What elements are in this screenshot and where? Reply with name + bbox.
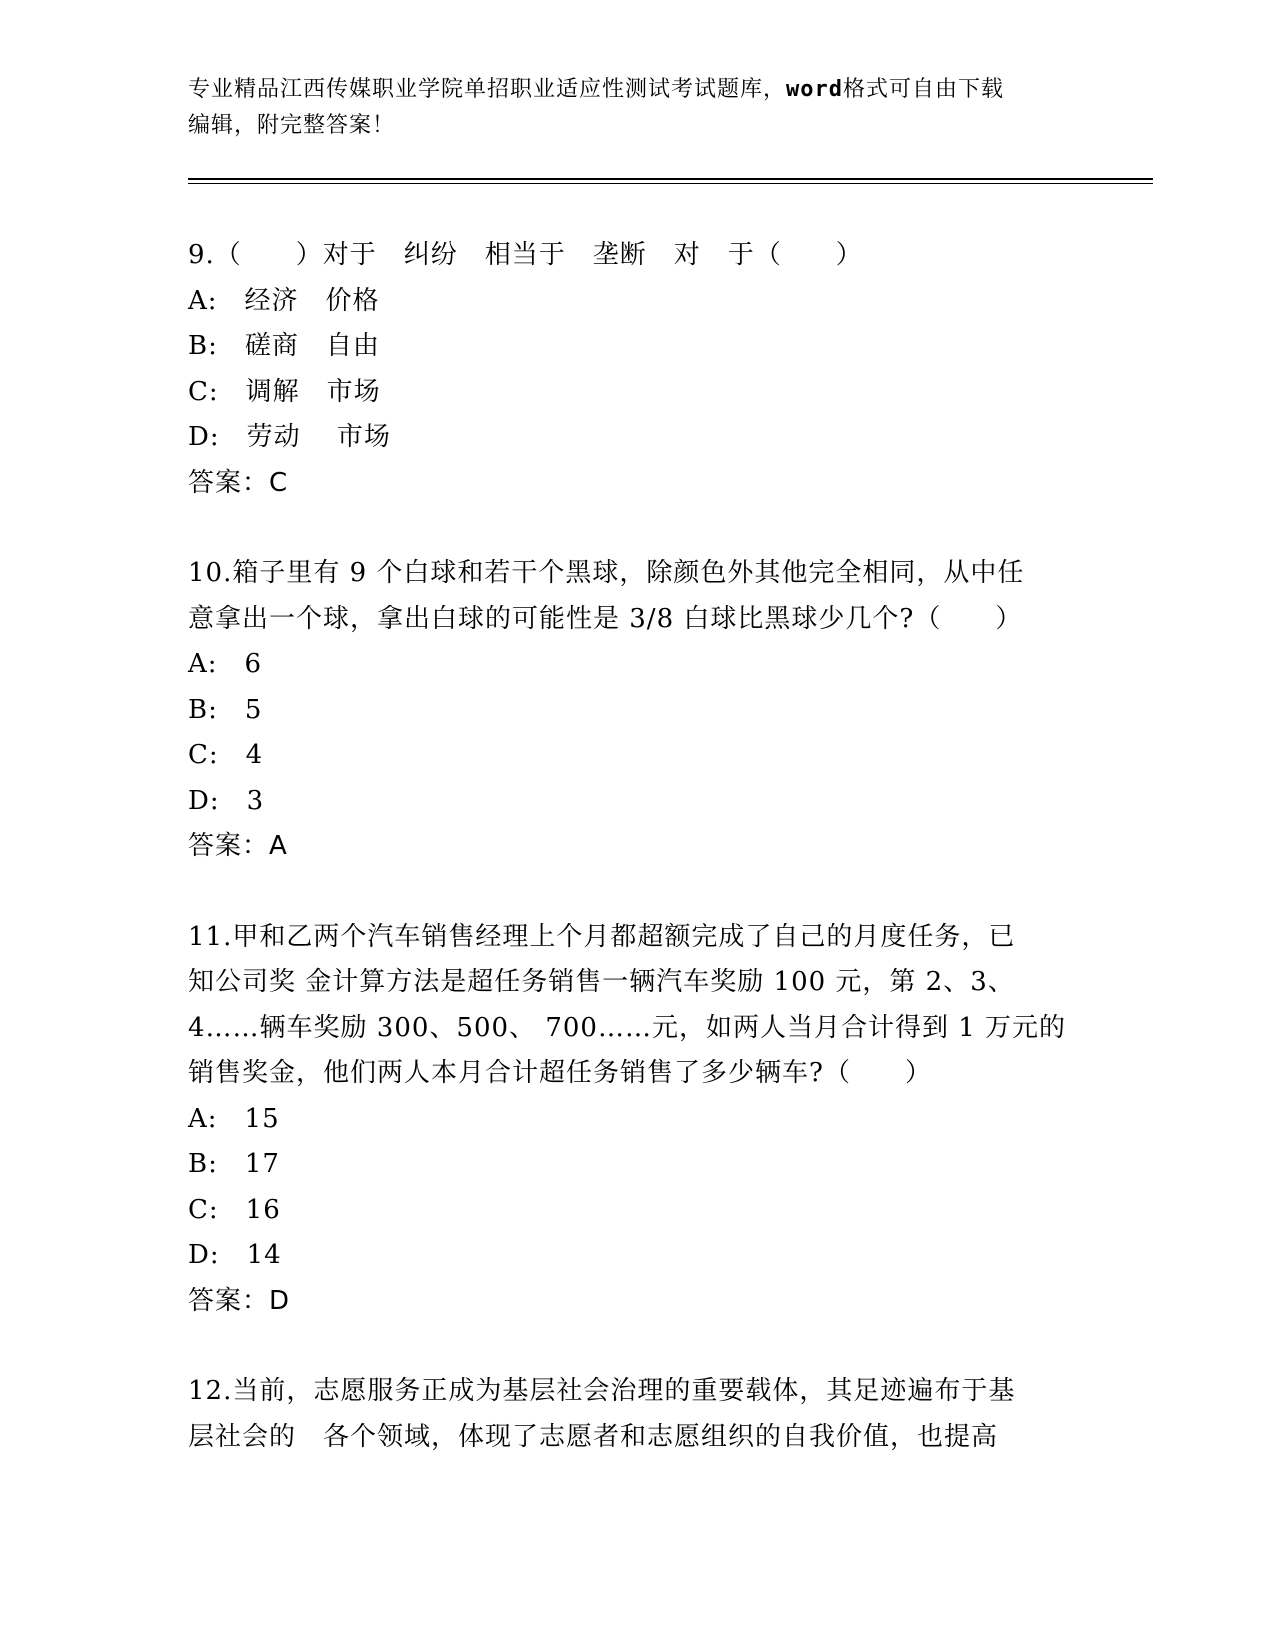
question-stem-line: 知公司奖 金计算方法是超任务销售一辆汽车奖励 100 元，第 2、3、 bbox=[188, 967, 1015, 997]
document-header bbox=[188, 72, 1088, 144]
header-divider-thin bbox=[188, 183, 1153, 184]
option-a: A: 经济 价格 bbox=[188, 285, 380, 316]
answer-label: 答案：A bbox=[188, 831, 288, 861]
spacer bbox=[188, 870, 1088, 915]
header-text-part-1: 专业精品江西传媒职业学院单招职业适应性测试考试题库， bbox=[188, 77, 787, 102]
question-stem-line: 销售奖金，他们两人本月合计超任务销售了多少辆车?（ ） bbox=[188, 1058, 932, 1088]
option-c: C: 调解 市场 bbox=[188, 376, 381, 407]
question-9 bbox=[188, 233, 1088, 506]
header-line-1 bbox=[188, 72, 1088, 108]
header-text-word: word bbox=[786, 77, 843, 102]
question-stem-line: 12.当前，志愿服务正成为基层社会治理的重要载体，其足迹遍布于基 bbox=[188, 1376, 1016, 1406]
option-b: B: 磋商 自由 bbox=[188, 331, 380, 361]
question-stem-line: 10.箱子里有 9 个白球和若干个黑球，除颜色外其他完全相同，从中任 bbox=[188, 558, 1025, 588]
question-stem-line: 意拿出一个球，拿出白球的可能性是 3/8 白球比黑球少几个?（ ） bbox=[188, 603, 1023, 634]
option-b: B: 17 bbox=[188, 1149, 280, 1179]
answer-label: 答案：D bbox=[188, 1285, 291, 1316]
spacer bbox=[188, 506, 1088, 551]
option-d: D: 14 bbox=[188, 1240, 282, 1270]
header-divider-thick bbox=[188, 178, 1153, 180]
question-stem-line: 11.甲和乙两个汽车销售经理上个月都超额完成了自己的月度任务，已 bbox=[188, 921, 1016, 952]
question-11 bbox=[188, 915, 1088, 1325]
question-stem-line: 9.（ ）对于 纠纷 相当于 垄断 对 于（ ） bbox=[188, 240, 863, 270]
question-10 bbox=[188, 551, 1088, 870]
option-b: B: 5 bbox=[188, 694, 263, 725]
option-a: A: 15 bbox=[188, 1103, 280, 1134]
option-c: C: 4 bbox=[188, 740, 264, 770]
header-text-part-2: 格式可自由下载 bbox=[843, 77, 1005, 102]
question-stem-line: 层社会的 各个领域，体现了志愿者和志愿组织的自我价值，也提高 bbox=[188, 1421, 999, 1452]
option-d: D: 劳动 市场 bbox=[188, 422, 391, 452]
spacer bbox=[188, 1324, 1088, 1369]
option-a: A: 6 bbox=[188, 649, 263, 679]
question-list bbox=[188, 233, 1088, 1460]
question-stem-line: 4……辆车奖励 300、500、 700……元，如两人当月合计得到 1 万元的 bbox=[188, 1012, 1067, 1043]
question-12 bbox=[188, 1369, 1088, 1460]
answer-label: 答案：C bbox=[188, 467, 289, 498]
option-d: D: 3 bbox=[188, 785, 265, 816]
header-line-2: 编辑，附完整答案！ bbox=[188, 113, 396, 138]
option-c: C: 16 bbox=[188, 1194, 281, 1225]
